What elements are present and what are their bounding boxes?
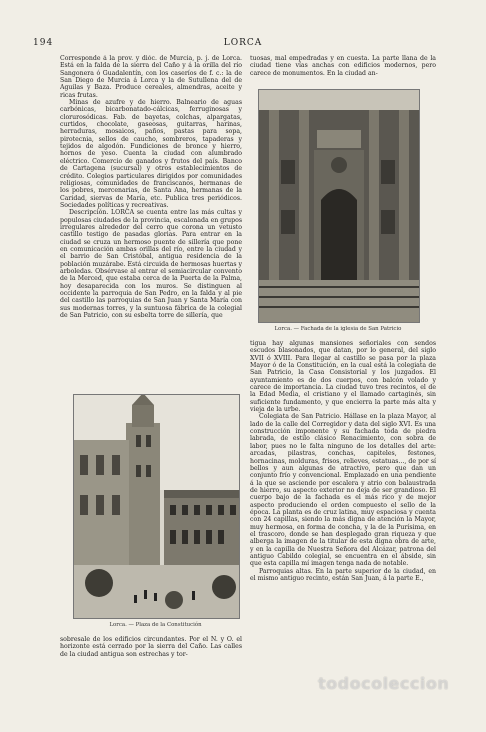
- paragraph: Parroquias altas. En la parte superior de la ciudad, en el mismo antiguo recinto, están San Juan, á la parte E.,: [250, 567, 436, 582]
- photo-plaza-constitucion: [73, 394, 240, 619]
- left-column-bottom: [60, 636, 242, 666]
- photo-caption-plaza: Lorca. — Plaza de la Constitución: [109, 622, 202, 628]
- paragraph: Corresponde á la prov. y dióc. de Murcia, p. j. de Lorca. Está en la falda de la sierra del Caño y á la orilla del río Sangonera ó Guadalentín, con los caseríos de f. c.: la de San Diego de Murcia á Lorca y la de Sutullena del de Aguilas y Baza. Produce cereales, almendras, aceite y ricas frutas.: [60, 55, 242, 99]
- paragraph: Colegiata de San Patricio. Hállase en la plaza Mayor, al lado de la calle del Corregidor y data del siglo XVI. Es una construcción imponente y su fachada toda de piedra labrada, de estilo clásico Renacimiento, con sobra de labor, pues no le falta ninguno de los detalles del arte: arcadas, pilastras, conchas, capiteles, festones, hornacinas, molduras, frisos, relieves, estatuas..., de por sí bellos y aun algunas de atractivo, pero que dan un conjunto frío y convencional. Emplazado en una pendiente á la que se asciende por escalera y atrio con balaustrada de hierro, su aspecto exterior no deja de ser grandioso. El cuerpo bajo de la fachada es el más rico y de mejor aspecto produciendo el orden compuesto el sello de la época. La planta es de cruz latina, muy espaciosa y cuenta con 24 capillas, siendo la más digna de atención la Mayor, muy hermosa, en forma de concha, y la de la Purísima, en el trascoro, donde se han desplegado gran riqueza y que alberga la imagen de la titular de esta digna obra de arte, y en la capilla de Nuestra Señora del Alcázar, patrona del antiguo Cabildo colegial, se encuentra en el ábside, sin que esta capilla mí imagen tenga nada de notable.: [250, 413, 436, 568]
- right-column-top: [250, 55, 436, 85]
- watermark-logo: todocoleccion: [318, 674, 450, 693]
- paragraph: tuosas, mal empedradas y en cuesta. La parte llana de la ciudad tiene vías anchas con edificios modernos, pero carece de monumentos. En la ciudad an-: [250, 55, 436, 77]
- facade-illustration: [259, 90, 419, 322]
- right-column-bottom: [250, 340, 436, 666]
- paragraph: sobresale de los edificios circundantes. Por el N. y O. el horizonte está cerrado por la sierra del Caño. Las calles de la ciudad antigua son estrechas y tor-: [60, 636, 242, 658]
- left-column-top: [60, 55, 242, 391]
- plaza-illustration: [74, 395, 239, 618]
- photo-caption-facade: Lorca. — Fachada de la iglesia de San Patricio: [274, 326, 402, 332]
- page-number: 194: [33, 38, 54, 48]
- paragraph: Minas de azufre y de hierro. Balneario de aguas carbónicas, bicarbonatado-cálcicas, ferruginosas y clorurosódicas. Fab. de bayetas, colchas, alpargatas, curtidos, chocolate, gaseosas, guitarras, harinas, herraduras, mosaicos, paños, pastas para sopa, pirotecnia, sellos de caucho, sombreros, tapaderas y tejidos de algodón. Fundiciones de bronce y hierro, hornos de yeso. Cuenta la ciudad con alumbrado eléctrico. Comercio de ganados y frutos del país. Banco de Cartagena (sucursal) y otros establecimientos de crédito. Colegios particulares dirigidos por comunidades religiosas, comunidades de franciscanos, hermanas de los pobres, mercenarias, de Santa Ana, hermanas de la Caridad, siervas de María, etc. Publica tres periódicos. Sociedades políticas y recreativas.: [60, 99, 242, 209]
- page-header: [33, 38, 453, 52]
- page-running-title: LORCA: [223, 38, 263, 48]
- photo-fachada-san-patricio: [258, 89, 420, 323]
- paragraph: Descripción. LORCA se cuenta entre las más cultas y populosas ciudades de la provincia, escalonada en grupos irregulares alrededor del cerro que corona un vetusto castillo testigo de pasadas glorias. Para entrar en la ciudad se cruza un hermoso puente de sillería que pone en comunicación ambas orillas del río, entre la ciudad y el barrio de San Cristóbal, antigua residencia de la población muzárabe. Está circuida de hermosas huertas y arboledas. Obsérvase al entrar el semiacircular convento de la Merced, que estaba cerca de la Puerta de la Palma, hoy desaparecida con los muros. Se distinguen al occidente la parroquia de San Pedro, en la falda y al pie del castillo las parroquias de San Juan y Santa María con sus modernas torres, y la suntuosa fábrica de la colegial de San Patricio, con su esbelta torre de sillería, que: [60, 209, 242, 320]
- paragraph: tigua hay algunas mansiones señoriales con sendos escudos blasonados, que datan, por lo general, del siglo XVII ó XVIII. Para llegar al castillo se pasa por la plaza Mayor ó de la Constitución, en la cual está la colegiata de San Patricio, la Casa Consistorial y los juzgados. El ayuntamiento es de dos cuerpos, con balcón volado y carece de importancia. La ciudad tuvo tres recintos, el de la Edad Media, el cristiano y el llamado cartaginés, sin suficiente fundamento, y que encierra la parte más alta y vieja de la urbe.: [250, 340, 436, 414]
